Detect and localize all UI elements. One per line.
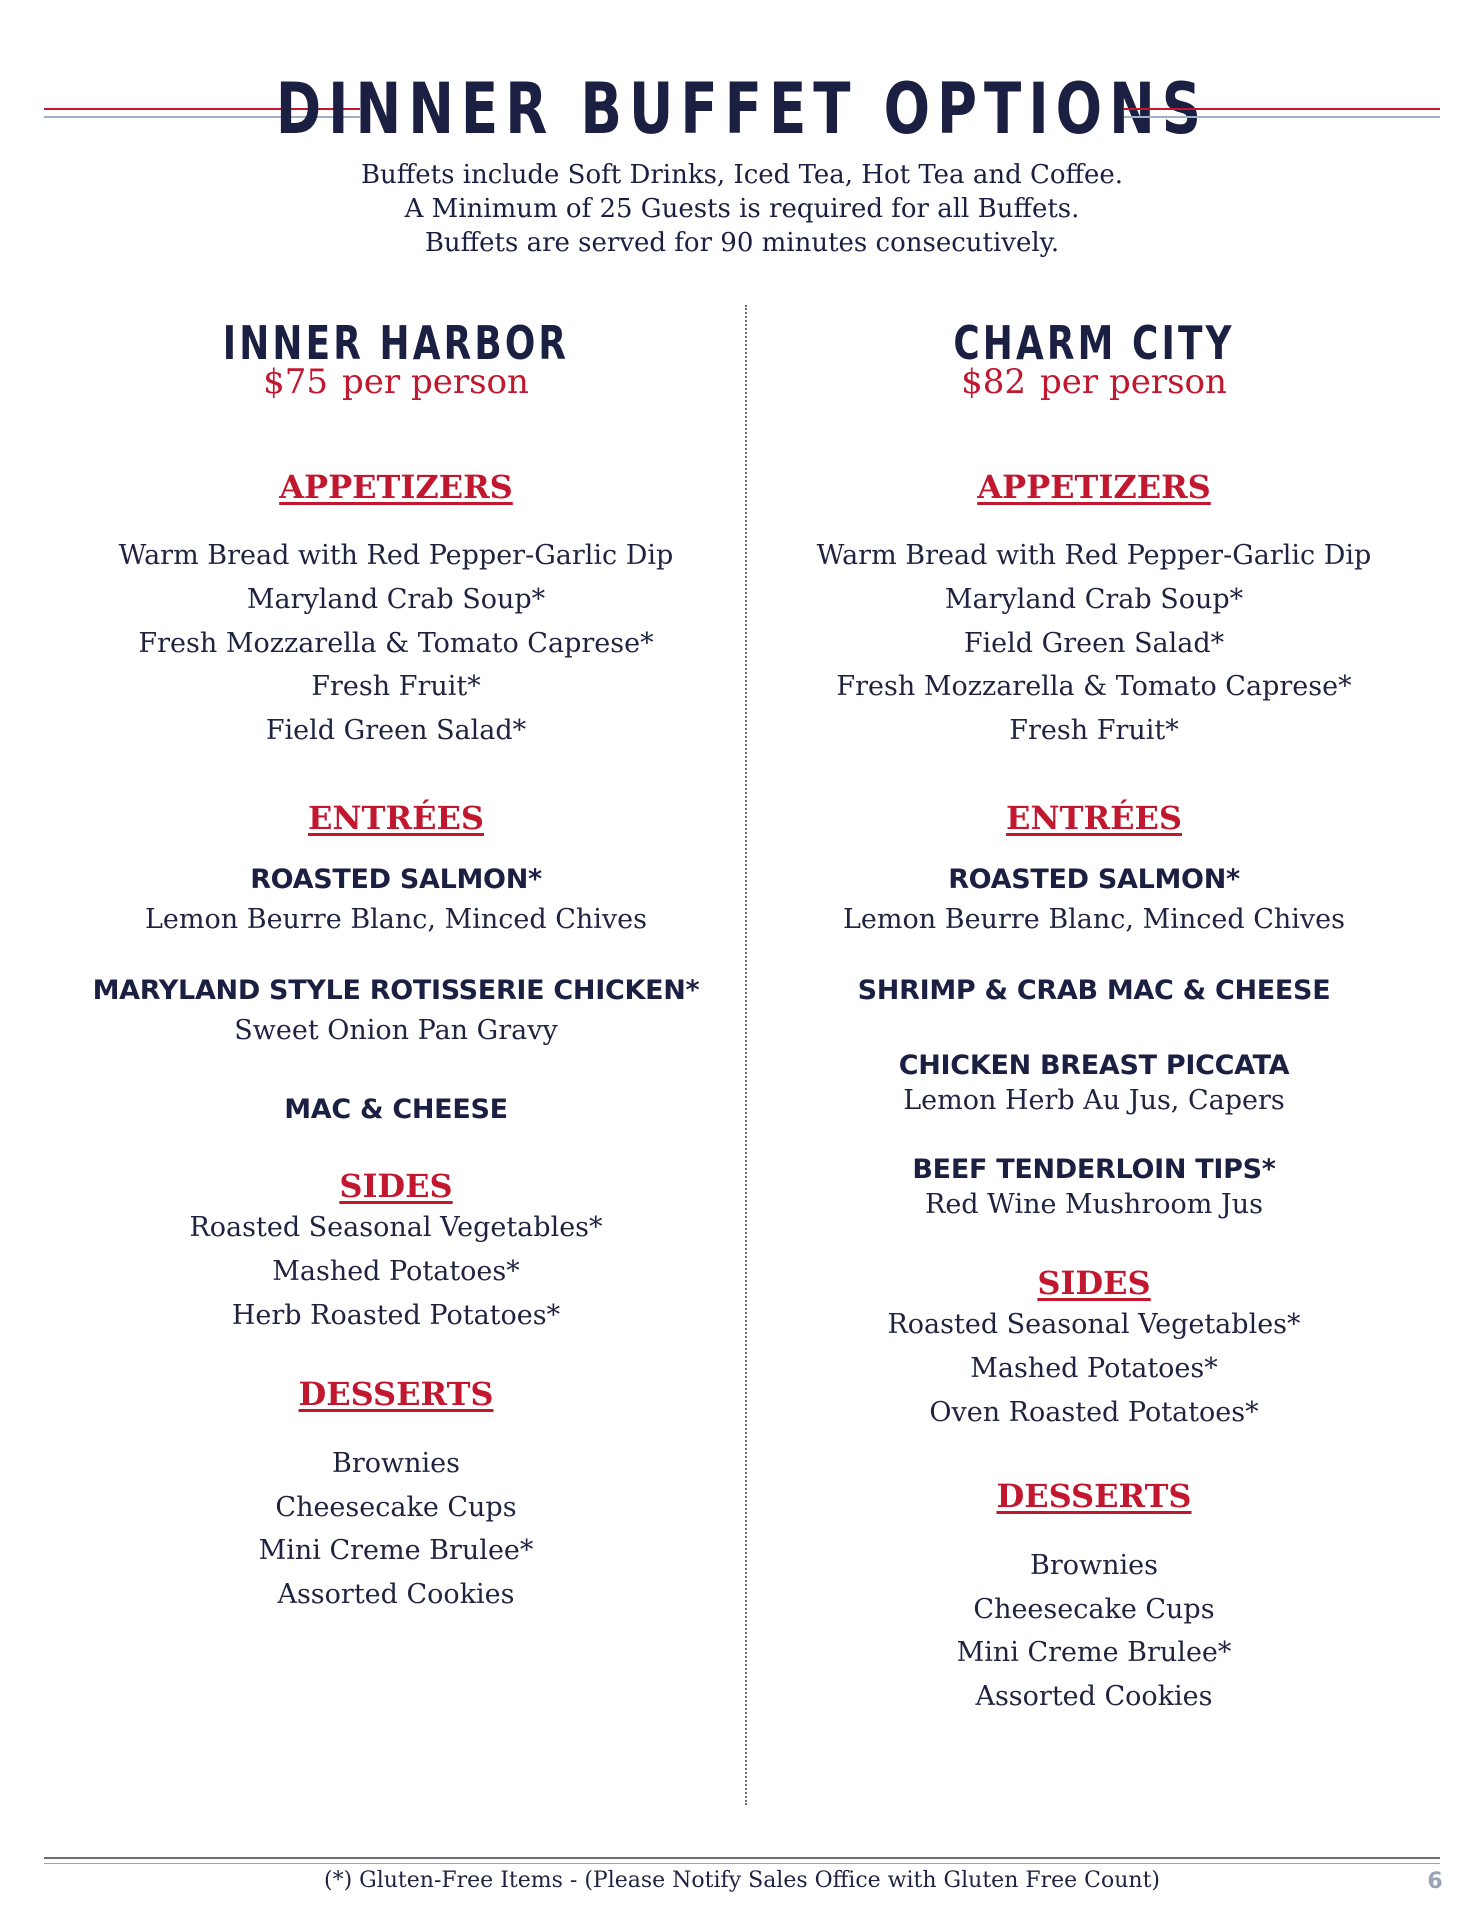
menu-item: Fresh Fruit* <box>1009 715 1179 746</box>
entree-name: CHICKEN BREAST PICCATA <box>898 1050 1290 1081</box>
entree-description: Lemon Beurre Blanc, Minced Chives <box>843 904 1345 935</box>
buffet-name: INNER HARBOR <box>222 316 570 370</box>
entree-description: Lemon Beurre Blanc, Minced Chives <box>145 904 647 935</box>
section-desserts: DESSERTS <box>996 1477 1192 1515</box>
menu-item: Warm Bread with Red Pepper-Garlic Dip <box>118 540 674 571</box>
buffet-price <box>46 362 746 402</box>
menu-item: Fresh Mozzarella & Tomato Caprese* <box>138 628 654 659</box>
entree-name: ROASTED SALMON* <box>250 864 542 895</box>
menu-item: Maryland Crab Soup* <box>246 584 546 615</box>
buffet-price <box>744 362 1444 402</box>
menu-item: Fresh Mozzarella & Tomato Caprese* <box>836 671 1352 702</box>
menu-item: Assorted Cookies <box>975 1681 1213 1712</box>
menu-item: Mashed Potatoes* <box>970 1353 1218 1384</box>
menu-item: Maryland Crab Soup* <box>944 584 1244 615</box>
price-unit: per person <box>342 362 529 402</box>
menu-item: Mini Creme Brulee* <box>956 1637 1232 1668</box>
menu-item: Cheesecake Cups <box>275 1492 517 1523</box>
entree-name: SHRIMP & CRAB MAC & CHEESE <box>857 975 1331 1006</box>
page-number: 6 <box>1427 1869 1443 1894</box>
menu-item: Cheesecake Cups <box>973 1594 1215 1625</box>
page-title: DINNER BUFFET OPTIONS <box>275 68 1209 150</box>
section-desserts: DESSERTS <box>298 1375 494 1413</box>
entree-description: Lemon Herb Au Jus, Capers <box>903 1085 1285 1116</box>
menu-item: Mashed Potatoes* <box>272 1256 520 1287</box>
menu-item: Fresh Fruit* <box>311 671 481 702</box>
buffet-name: CHARM CITY <box>953 316 1235 370</box>
menu-item: Assorted Cookies <box>277 1579 515 1610</box>
menu-item: Field Green Salad* <box>963 628 1225 659</box>
title-rule-right <box>1124 108 1440 118</box>
price-amount: $75 <box>263 362 328 402</box>
intro-text <box>0 158 1484 260</box>
entree-name: MARYLAND STYLE ROTISSERIE CHICKEN* <box>92 975 700 1006</box>
menu-item: Field Green Salad* <box>265 715 527 746</box>
section-appetizers: APPETIZERS <box>977 468 1211 506</box>
section-sides: SIDES <box>1037 1264 1151 1302</box>
menu-item: Warm Bread with Red Pepper-Garlic Dip <box>816 540 1372 571</box>
gluten-free-footnote: (*) Gluten-Free Items - (Please Notify Sales Office with Gluten Free Count) <box>323 1868 1161 1893</box>
menu-item: Brownies <box>332 1448 460 1479</box>
entree-name: ROASTED SALMON* <box>948 864 1240 895</box>
intro-line: Buffets include Soft Drinks, Iced Tea, Hot Tea and Coffee. <box>360 160 1124 190</box>
section-sides: SIDES <box>339 1167 453 1205</box>
entree-name: MAC & CHEESE <box>284 1094 508 1125</box>
menu-item: Herb Roasted Potatoes* <box>231 1300 561 1331</box>
price-unit: per person <box>1040 362 1227 402</box>
price-amount: $82 <box>961 362 1026 402</box>
menu-item: Oven Roasted Potatoes* <box>929 1397 1259 1428</box>
section-entrees: ENTRÉES <box>1006 799 1182 837</box>
entree-description: Sweet Onion Pan Gravy <box>234 1015 558 1046</box>
section-appetizers: APPETIZERS <box>279 468 513 506</box>
footer-rule <box>44 1857 1440 1864</box>
menu-item: Roasted Seasonal Vegetables* <box>887 1309 1301 1340</box>
menu-item: Roasted Seasonal Vegetables* <box>189 1212 603 1243</box>
section-entrees: ENTRÉES <box>308 799 484 837</box>
menu-item: Mini Creme Brulee* <box>258 1535 534 1566</box>
intro-line: Buffets are served for 90 minutes consecutively. <box>424 228 1060 258</box>
entree-name: BEEF TENDERLOIN TIPS* <box>912 1154 1276 1185</box>
menu-item: Brownies <box>1030 1550 1158 1581</box>
intro-line: A Minimum of 25 Guests is required for all Buffets. <box>404 194 1080 224</box>
entree-description: Red Wine Mushroom Jus <box>925 1189 1263 1220</box>
